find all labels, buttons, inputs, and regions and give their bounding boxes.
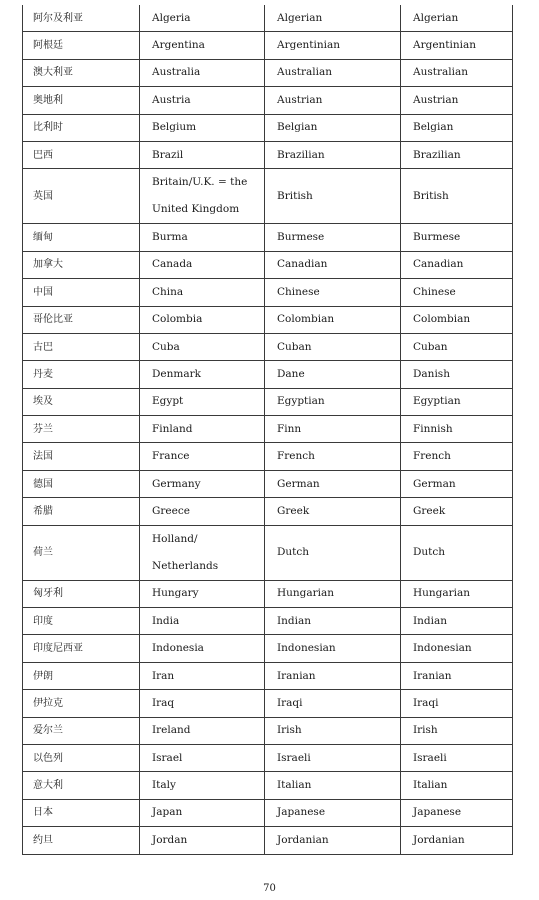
people-cell: Iranian [401, 662, 513, 689]
adjective-cell: Cuban [265, 333, 401, 360]
table-row [23, 635, 513, 662]
table-row [23, 333, 513, 360]
country-cell: China [140, 279, 265, 306]
adjective-cell: Hungarian [265, 580, 401, 607]
chinese-name-cell: 古巴 [23, 333, 140, 360]
country-cell: Algeria [140, 5, 265, 32]
table-row [23, 525, 513, 580]
adjective-cell: Brazilian [265, 141, 401, 168]
table-row [23, 388, 513, 415]
table-row [23, 361, 513, 388]
adjective-cell: Indian [265, 608, 401, 635]
adjective-cell: Burmese [265, 224, 401, 251]
table-row [23, 498, 513, 525]
people-cell: Hungarian [401, 580, 513, 607]
adjective-cell: Greek [265, 498, 401, 525]
country-cell: Finland [140, 416, 265, 443]
chinese-name-cell: 阿尔及利亚 [23, 5, 140, 32]
people-cell: Japanese [401, 799, 513, 826]
chinese-name-cell: 法国 [23, 443, 140, 470]
people-cell: Finnish [401, 416, 513, 443]
adjective-cell: Dutch [265, 525, 401, 580]
adjective-cell: Jordanian [265, 827, 401, 854]
chinese-name-cell: 以色列 [23, 744, 140, 771]
country-cell: Belgium [140, 114, 265, 141]
people-cell: Italian [401, 772, 513, 799]
people-cell: British [401, 169, 513, 224]
people-cell: Jordanian [401, 827, 513, 854]
people-cell: Colombian [401, 306, 513, 333]
country-cell: Britain/U.K. = the United Kingdom [140, 169, 265, 224]
country-cell: Denmark [140, 361, 265, 388]
country-cell: Canada [140, 251, 265, 278]
chinese-name-cell: 哥伦比亚 [23, 306, 140, 333]
people-cell: Australian [401, 59, 513, 86]
table-row [23, 772, 513, 799]
table-row [23, 443, 513, 470]
country-cell: Cuba [140, 333, 265, 360]
people-cell: Indonesian [401, 635, 513, 662]
country-cell: Ireland [140, 717, 265, 744]
chinese-name-cell: 意大利 [23, 772, 140, 799]
country-cell: Jordan [140, 827, 265, 854]
table-row [23, 416, 513, 443]
adjective-cell: Chinese [265, 279, 401, 306]
chinese-name-cell: 爱尔兰 [23, 717, 140, 744]
chinese-name-cell: 荷兰 [23, 525, 140, 580]
people-cell: Egyptian [401, 388, 513, 415]
chinese-name-cell: 日本 [23, 799, 140, 826]
chinese-name-cell: 澳大利亚 [23, 59, 140, 86]
table-row [23, 141, 513, 168]
chinese-name-cell: 中国 [23, 279, 140, 306]
adjective-cell: Israeli [265, 744, 401, 771]
adjective-cell: Argentinian [265, 32, 401, 59]
country-cell: Austria [140, 87, 265, 114]
chinese-name-cell: 约旦 [23, 827, 140, 854]
table-row [23, 799, 513, 826]
country-cell: Argentina [140, 32, 265, 59]
table-row [23, 224, 513, 251]
chinese-name-cell: 巴西 [23, 141, 140, 168]
adjective-cell: Canadian [265, 251, 401, 278]
chinese-name-cell: 印度尼西亚 [23, 635, 140, 662]
country-cell: Australia [140, 59, 265, 86]
adjective-cell: Finn [265, 416, 401, 443]
country-cell: Iraq [140, 690, 265, 717]
table-row [23, 608, 513, 635]
people-cell: German [401, 470, 513, 497]
country-cell: France [140, 443, 265, 470]
country-cell: Brazil [140, 141, 265, 168]
table-row [23, 306, 513, 333]
country-cell: Burma [140, 224, 265, 251]
chinese-name-cell: 阿根廷 [23, 32, 140, 59]
country-cell: Japan [140, 799, 265, 826]
adjective-cell: Dane [265, 361, 401, 388]
people-cell: Greek [401, 498, 513, 525]
adjective-cell: French [265, 443, 401, 470]
page-number: 70 [263, 883, 276, 894]
chinese-name-cell: 丹麦 [23, 361, 140, 388]
chinese-name-cell: 德国 [23, 470, 140, 497]
table-row [23, 279, 513, 306]
adjective-cell: Italian [265, 772, 401, 799]
people-cell: Argentinian [401, 32, 513, 59]
adjective-cell: Austrian [265, 87, 401, 114]
people-cell: French [401, 443, 513, 470]
chinese-name-cell: 伊朗 [23, 662, 140, 689]
people-cell: Canadian [401, 251, 513, 278]
table-row [23, 169, 513, 224]
table-row [23, 32, 513, 59]
chinese-name-cell: 匈牙利 [23, 580, 140, 607]
country-cell: India [140, 608, 265, 635]
table-row [23, 470, 513, 497]
adjective-cell: Irish [265, 717, 401, 744]
chinese-name-cell: 比利时 [23, 114, 140, 141]
people-cell: Danish [401, 361, 513, 388]
chinese-name-cell: 希腊 [23, 498, 140, 525]
chinese-name-cell: 加拿大 [23, 251, 140, 278]
adjective-cell: Egyptian [265, 388, 401, 415]
adjective-cell: Algerian [265, 5, 401, 32]
chinese-name-cell: 芬兰 [23, 416, 140, 443]
adjective-cell: Belgian [265, 114, 401, 141]
country-nationality-table [22, 5, 513, 855]
table-row [23, 5, 513, 32]
table-row [23, 717, 513, 744]
adjective-cell: Japanese [265, 799, 401, 826]
adjective-cell: Colombian [265, 306, 401, 333]
chinese-name-cell: 伊拉克 [23, 690, 140, 717]
table-row [23, 114, 513, 141]
country-cell: Germany [140, 470, 265, 497]
chinese-name-cell: 英国 [23, 169, 140, 224]
chinese-name-cell: 缅甸 [23, 224, 140, 251]
adjective-cell: Indonesian [265, 635, 401, 662]
table-row [23, 690, 513, 717]
chinese-name-cell: 印度 [23, 608, 140, 635]
people-cell: Austrian [401, 87, 513, 114]
people-cell: Irish [401, 717, 513, 744]
table-row [23, 827, 513, 854]
people-cell: Indian [401, 608, 513, 635]
adjective-cell: British [265, 169, 401, 224]
table-row [23, 87, 513, 114]
table-row [23, 251, 513, 278]
table-row [23, 59, 513, 86]
adjective-cell: Australian [265, 59, 401, 86]
country-cell: Holland/ Netherlands [140, 525, 265, 580]
table-row [23, 662, 513, 689]
country-cell: Indonesia [140, 635, 265, 662]
country-cell: Hungary [140, 580, 265, 607]
country-cell: Egypt [140, 388, 265, 415]
country-cell: Iran [140, 662, 265, 689]
chinese-name-cell: 奥地利 [23, 87, 140, 114]
people-cell: Algerian [401, 5, 513, 32]
table-row [23, 580, 513, 607]
people-cell: Israeli [401, 744, 513, 771]
country-cell: Italy [140, 772, 265, 799]
country-cell: Greece [140, 498, 265, 525]
people-cell: Burmese [401, 224, 513, 251]
people-cell: Belgian [401, 114, 513, 141]
adjective-cell: Iraqi [265, 690, 401, 717]
country-cell: Israel [140, 744, 265, 771]
people-cell: Iraqi [401, 690, 513, 717]
table-row [23, 744, 513, 771]
adjective-cell: German [265, 470, 401, 497]
country-cell: Colombia [140, 306, 265, 333]
people-cell: Dutch [401, 525, 513, 580]
chinese-name-cell: 埃及 [23, 388, 140, 415]
people-cell: Chinese [401, 279, 513, 306]
adjective-cell: Iranian [265, 662, 401, 689]
people-cell: Cuban [401, 333, 513, 360]
people-cell: Brazilian [401, 141, 513, 168]
